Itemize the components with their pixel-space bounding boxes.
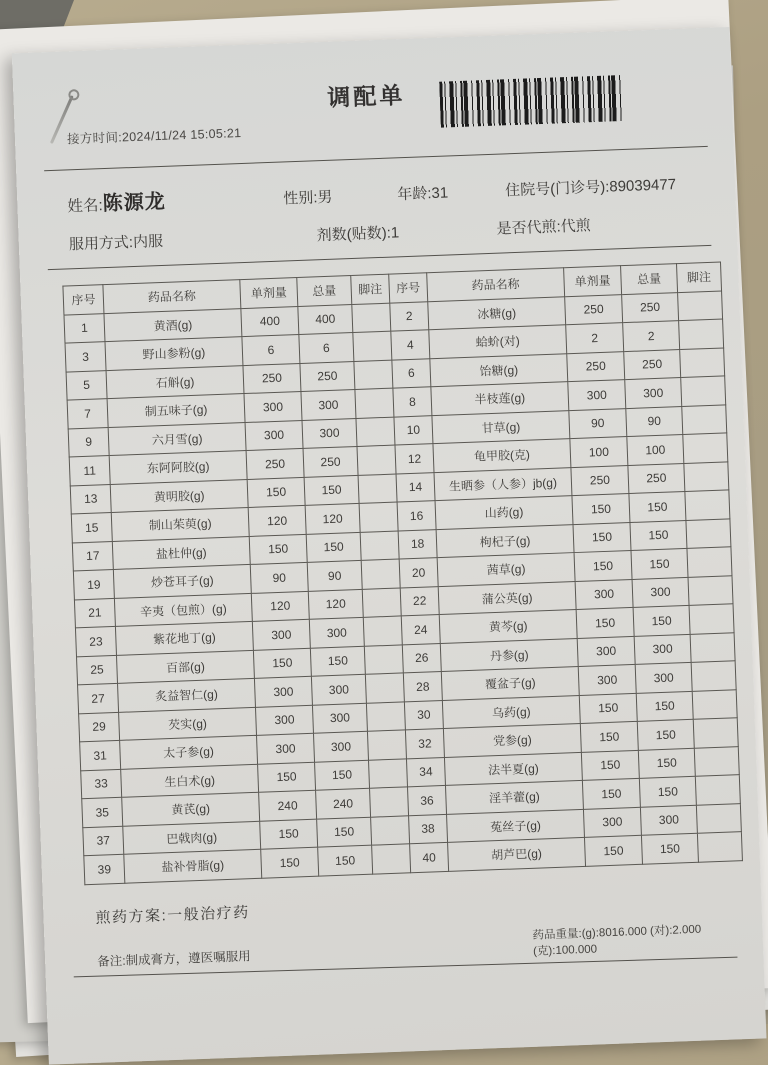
table-cell: 150 <box>584 835 642 866</box>
table-cell: 150 <box>574 550 632 581</box>
table-cell: 300 <box>244 391 302 422</box>
table-cell: 300 <box>635 662 692 693</box>
table-cell: 150 <box>315 760 370 790</box>
column-header: 药品名称 <box>103 280 241 314</box>
table-cell: 300 <box>583 807 641 838</box>
table-cell: 300 <box>578 664 636 695</box>
table-cell: 2 <box>623 321 680 352</box>
table-cell: 百部(g) <box>116 650 254 684</box>
table-cell: 150 <box>304 475 359 505</box>
table-cell: 菟丝子(g) <box>447 809 585 843</box>
table-cell: 300 <box>254 676 312 707</box>
table-cell <box>696 803 741 833</box>
table-cell: 150 <box>580 721 638 752</box>
document-header <box>49 52 704 170</box>
table-cell: 黄明胶(g) <box>110 479 248 513</box>
table-cell: 150 <box>581 750 639 781</box>
table-cell: 90 <box>250 562 308 593</box>
patient-age-field: 年龄:31 <box>396 184 449 204</box>
table-cell: 甘草(g) <box>432 410 570 444</box>
table-cell: 250 <box>567 351 625 382</box>
table-cell: 36 <box>408 785 447 815</box>
patient-name-value: 陈源龙 <box>102 190 167 216</box>
table-cell <box>684 461 729 491</box>
table-cell: 150 <box>318 845 373 875</box>
table-cell: 10 <box>394 415 433 445</box>
table-cell: 300 <box>577 636 635 667</box>
table-cell: 4 <box>391 330 430 360</box>
table-cell: 150 <box>629 491 686 522</box>
table-cell: 7 <box>67 399 108 429</box>
table-cell: 丹参(g) <box>440 638 578 672</box>
table-cell: 17 <box>72 541 113 571</box>
table-cell: 150 <box>260 819 318 850</box>
table-cell: 茜草(g) <box>437 553 575 587</box>
table-cell: 六月雪(g) <box>108 422 246 456</box>
table-cell: 240 <box>259 790 317 821</box>
decoction-field: 是否代煎:代煎 <box>496 217 592 238</box>
table-cell: 300 <box>568 380 626 411</box>
table-cell: 31 <box>80 740 121 770</box>
table-cell: 14 <box>396 472 435 502</box>
table-cell: 90 <box>307 560 362 590</box>
table-cell: 120 <box>248 505 306 536</box>
table-cell: 6 <box>242 335 300 366</box>
table-cell: 24 <box>401 615 440 645</box>
remark-text: 备注:制成膏方，遵医嘱服用 <box>96 948 251 969</box>
table-cell: 34 <box>406 757 445 787</box>
table-cell: 淫羊藿(g) <box>445 780 583 814</box>
table-cell: 38 <box>409 814 448 844</box>
table-cell: 300 <box>640 805 697 836</box>
table-cell: 100 <box>570 437 628 468</box>
table-cell <box>695 775 740 805</box>
table-cell: 盐补骨脂(g) <box>124 849 262 883</box>
table-cell: 300 <box>634 634 691 665</box>
table-cell <box>365 673 404 703</box>
table-cell: 300 <box>309 617 364 647</box>
table-cell: 150 <box>572 494 630 525</box>
table-cell: 120 <box>308 589 363 619</box>
table-cell <box>360 531 399 561</box>
table-cell: 250 <box>624 349 681 380</box>
table-cell: 33 <box>81 769 122 799</box>
table-cell: 20 <box>399 558 438 588</box>
table-cell: 生白术(g) <box>121 764 259 798</box>
table-cell <box>679 319 724 349</box>
table-cell: 90 <box>569 408 627 439</box>
table-cell: 240 <box>316 788 371 818</box>
dose-count-field: 剂数(贴数):1 <box>316 224 400 245</box>
table-cell: 300 <box>257 733 315 764</box>
medicine-table <box>62 262 743 885</box>
table-cell: 18 <box>398 529 437 559</box>
table-cell: 150 <box>247 477 305 508</box>
table-cell: 5 <box>66 370 107 400</box>
table-cell: 13 <box>70 484 111 514</box>
table-cell <box>363 616 402 646</box>
table-cell: 250 <box>571 465 629 496</box>
table-cell: 党参(g) <box>443 723 581 757</box>
table-cell: 辛夷（包煎）(g) <box>114 593 252 627</box>
table-cell <box>372 844 411 874</box>
table-cell: 27 <box>78 683 119 713</box>
table-cell: 制五味子(g) <box>107 394 245 428</box>
table-cell: 150 <box>633 605 690 636</box>
column-header: 序号 <box>389 273 428 303</box>
table-cell <box>680 347 725 377</box>
column-header: 总量 <box>621 264 678 295</box>
table-cell: 东阿阿胶(g) <box>109 451 247 485</box>
medicine-table-body <box>64 290 742 884</box>
patient-gender-field: 性别:男 <box>283 188 333 208</box>
table-cell: 蒲公英(g) <box>438 581 576 615</box>
table-cell <box>371 815 410 845</box>
table-cell <box>685 490 730 520</box>
table-cell <box>352 303 391 333</box>
table-cell: 21 <box>74 598 115 628</box>
table-cell: 120 <box>305 503 360 533</box>
table-cell: 30 <box>404 700 443 730</box>
table-cell: 150 <box>638 748 695 779</box>
table-cell <box>367 730 406 760</box>
table-cell: 35 <box>82 797 123 827</box>
table-cell: 22 <box>400 586 439 616</box>
table-cell: 23 <box>75 626 116 656</box>
table-cell <box>678 290 723 320</box>
table-cell: 150 <box>630 520 687 551</box>
table-cell: 300 <box>625 378 682 409</box>
table-cell: 炙益智仁(g) <box>118 678 256 712</box>
patient-name-field <box>67 181 284 218</box>
table-cell: 枸杞子(g) <box>436 524 574 558</box>
table-cell: 12 <box>395 444 434 474</box>
column-header: 单剂量 <box>564 266 622 297</box>
table-cell: 150 <box>249 534 307 565</box>
table-cell: 制山茱萸(g) <box>111 507 249 541</box>
table-cell: 300 <box>313 731 368 761</box>
table-cell: 2 <box>566 323 624 354</box>
table-cell: 40 <box>410 842 449 872</box>
table-cell: 150 <box>579 693 637 724</box>
table-cell: 150 <box>310 646 365 676</box>
patient-name-label: 姓名: <box>67 197 104 216</box>
table-cell: 150 <box>253 648 311 679</box>
table-cell: 150 <box>641 833 698 864</box>
table-cell: 黄芪(g) <box>122 792 260 826</box>
table-cell: 15 <box>71 513 112 543</box>
table-cell: 150 <box>317 817 372 847</box>
table-cell: 250 <box>622 292 679 323</box>
table-cell <box>364 644 403 674</box>
table-cell: 300 <box>302 418 357 448</box>
barcode <box>439 75 625 128</box>
table-cell <box>358 474 397 504</box>
table-cell <box>356 417 395 447</box>
table-cell: 250 <box>303 446 358 476</box>
table-cell: 300 <box>632 577 689 608</box>
decoction-plan: 煎药方案:一般治疗药 <box>95 903 250 927</box>
table-cell: 300 <box>252 619 310 650</box>
table-cell <box>692 689 737 719</box>
admission-number-field: 住院号(门诊号):89039477 <box>504 176 677 200</box>
table-cell: 300 <box>311 674 366 704</box>
table-cell: 3 <box>65 342 106 372</box>
page-title: 调配单 <box>326 81 406 111</box>
table-cell: 32 <box>405 728 444 758</box>
table-cell <box>362 587 401 617</box>
table-cell <box>693 718 738 748</box>
table-cell <box>690 632 735 662</box>
table-cell: 9 <box>68 427 109 457</box>
table-cell: 巴戟肉(g) <box>123 821 261 855</box>
table-cell: 乌药(g) <box>442 695 580 729</box>
table-cell: 150 <box>631 548 688 579</box>
table-cell: 生晒参（人参）jb(g) <box>434 467 572 501</box>
table-cell: 300 <box>575 579 633 610</box>
table-cell: 石斛(g) <box>106 365 244 399</box>
table-cell: 150 <box>261 847 319 878</box>
table-cell: 野山参粉(g) <box>105 337 243 371</box>
table-cell: 饴糖(g) <box>430 353 568 387</box>
table-cell: 紫花地丁(g) <box>115 621 253 655</box>
table-cell: 16 <box>397 501 436 531</box>
table-cell: 39 <box>84 854 125 884</box>
column-header: 单剂量 <box>240 278 298 309</box>
table-cell: 250 <box>628 463 685 494</box>
table-cell <box>353 331 392 361</box>
table-cell: 半枝莲(g) <box>431 382 569 416</box>
table-cell: 炒苍耳子(g) <box>113 564 251 598</box>
table-cell: 150 <box>573 522 631 553</box>
table-cell: 太子参(g) <box>120 735 258 769</box>
table-cell: 150 <box>637 719 694 750</box>
table-cell: 250 <box>565 294 623 325</box>
table-cell: 90 <box>626 406 683 437</box>
table-cell <box>683 433 728 463</box>
table-cell <box>688 575 733 605</box>
table-cell: 29 <box>79 712 120 742</box>
table-cell: 盐杜仲(g) <box>112 536 250 570</box>
table-cell: 11 <box>69 456 110 486</box>
table-cell: 25 <box>76 655 117 685</box>
table-cell: 1 <box>64 313 105 343</box>
table-cell <box>355 388 394 418</box>
table-cell <box>689 604 734 634</box>
table-cell: 300 <box>255 705 313 736</box>
drug-weight-text: 药品重量:(g):8016.000 (对):2.000 (克):100.000 <box>532 923 702 958</box>
prescription-sheet <box>12 27 767 1065</box>
table-cell: 6 <box>392 358 431 388</box>
table-cell: 150 <box>576 607 634 638</box>
table-cell: 芡实(g) <box>119 707 257 741</box>
table-cell <box>687 547 732 577</box>
table-cell: 300 <box>245 420 303 451</box>
table-cell: 龟甲胶(克) <box>433 439 571 473</box>
table-cell <box>694 746 739 776</box>
table-cell: 黄芩(g) <box>439 610 577 644</box>
table-cell <box>682 404 727 434</box>
table-cell: 8 <box>393 387 432 417</box>
table-cell: 法半夏(g) <box>444 752 582 786</box>
table-cell: 37 <box>83 826 124 856</box>
table-cell: 300 <box>312 703 367 733</box>
column-header: 脚注 <box>351 274 390 304</box>
table-cell <box>361 559 400 589</box>
table-cell <box>359 502 398 532</box>
usage-method-field: 服用方式:内服 <box>68 232 164 254</box>
table-cell: 400 <box>298 304 353 334</box>
table-cell: 黄酒(g) <box>104 308 242 342</box>
table-cell: 胡芦巴(g) <box>448 837 586 871</box>
table-cell <box>691 661 736 691</box>
column-header: 脚注 <box>677 262 722 292</box>
table-cell: 150 <box>582 778 640 809</box>
table-cell: 覆盆子(g) <box>441 667 579 701</box>
table-cell: 400 <box>241 306 299 337</box>
table-cell: 120 <box>251 591 309 622</box>
column-header: 药品名称 <box>427 268 565 302</box>
table-cell: 150 <box>306 532 361 562</box>
table-cell: 250 <box>300 361 355 391</box>
table-cell: 250 <box>246 448 304 479</box>
table-cell <box>370 787 409 817</box>
table-cell <box>686 518 731 548</box>
table-cell: 100 <box>627 435 684 466</box>
table-cell <box>368 758 407 788</box>
table-cell <box>354 360 393 390</box>
table-cell: 250 <box>243 363 301 394</box>
table-cell: 150 <box>639 776 696 807</box>
receive-time: 接方时间:2024/11/24 15:05:21 <box>66 125 242 147</box>
table-cell: 19 <box>73 569 114 599</box>
column-header: 序号 <box>63 285 104 315</box>
column-header: 总量 <box>297 276 352 306</box>
table-cell: 150 <box>258 762 316 793</box>
table-cell: 26 <box>402 643 441 673</box>
table-cell <box>681 376 726 406</box>
table-cell: 6 <box>299 333 354 363</box>
table-cell: 28 <box>403 672 442 702</box>
table-cell <box>366 701 405 731</box>
table-cell: 150 <box>636 691 693 722</box>
table-cell: 蛤蚧(对) <box>429 325 567 359</box>
table-cell <box>697 832 742 862</box>
table-cell: 300 <box>301 390 356 420</box>
table-cell <box>357 445 396 475</box>
table-cell: 2 <box>390 301 429 331</box>
table-cell: 冰糖(g) <box>428 296 566 330</box>
table-cell: 山药(g) <box>435 496 573 530</box>
patient-info-row <box>67 165 706 217</box>
